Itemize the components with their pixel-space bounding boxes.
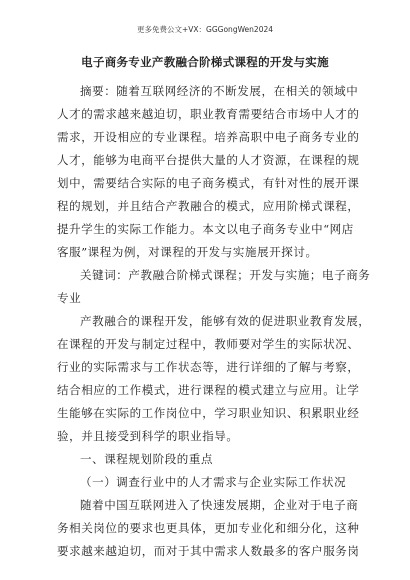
body-paragraph-1-line-2: 在课程的开发与制定过程中，教师要对学生的实际状况、 (57, 337, 360, 351)
abstract-line-2: 人才的需求越来越迫切，职业教育需要结合市场中人才的 (57, 107, 360, 121)
abstract-line-3: 需求，开设相应的专业课程。培养高职中电子商务专业的 (57, 130, 360, 144)
section-heading-1: 一、课程规划阶段的重点 (80, 452, 214, 466)
body-paragraph-2-line-3: 要求越来越迫切，而对于其中需求人数最多的客户服务岗 (57, 544, 360, 558)
abstract-line-8: 客服”课程为例，对课程的开发与实施展开探讨。 (57, 245, 318, 259)
body-paragraph-1-line-4: 结合相应的工作模式，进行课程的模式建立与应用。让学 (57, 383, 360, 397)
abstract-line-7: 提升学生的实际工作能力。本文以电子商务专业中“网店 (57, 222, 354, 236)
body-paragraph-1-line-1: 产教融合的课程开发，能够有效的促进职业教育发展， (80, 314, 371, 328)
body-paragraph-1-line-6: 验，并且接受到科学的职业指导。 (57, 429, 239, 443)
subsection-heading-1: （一）调查行业中的人才需求与企业实际工作状况 (80, 475, 347, 489)
abstract-line-1: 摘要：随着互联网经济的不断发展，在相关的领域中 (80, 84, 359, 98)
body-paragraph-2-line-1: 随着中国互联网进入了快速发展期，企业对于电子商 (80, 498, 359, 512)
keywords-line-2: 专业 (57, 291, 82, 305)
keywords-line-1: 关键词：产教融合阶梯式课程；开发与实施；电子商务 (80, 268, 371, 282)
body-paragraph-1-line-5: 生能够在实际的工作岗位中，学习职业知识、积累职业经 (57, 406, 360, 420)
body-paragraph-1-line-3: 行业的实际需求与工作状态等，进行详细的了解与考察， (57, 360, 360, 374)
abstract-line-5: 划中，需要结合实际的电子商务模式，有针对性的展开课 (57, 176, 360, 190)
abstract-line-6: 程的规划，并且结合产教融合的模式，应用阶梯式课程， (57, 199, 360, 213)
page-header: 更多免费公文+VX：GGGongWen2024 (136, 25, 274, 34)
document-title: 电子商务专业产教融合阶梯式课程的开发与实施 (81, 55, 329, 69)
abstract-line-4: 人才，能够为电商平台提供大量的人才资源，在课程的规 (57, 153, 360, 167)
body-paragraph-2-line-2: 务相关岗位的要求也更具体，更加专业化和细分化，这种 (57, 521, 360, 535)
